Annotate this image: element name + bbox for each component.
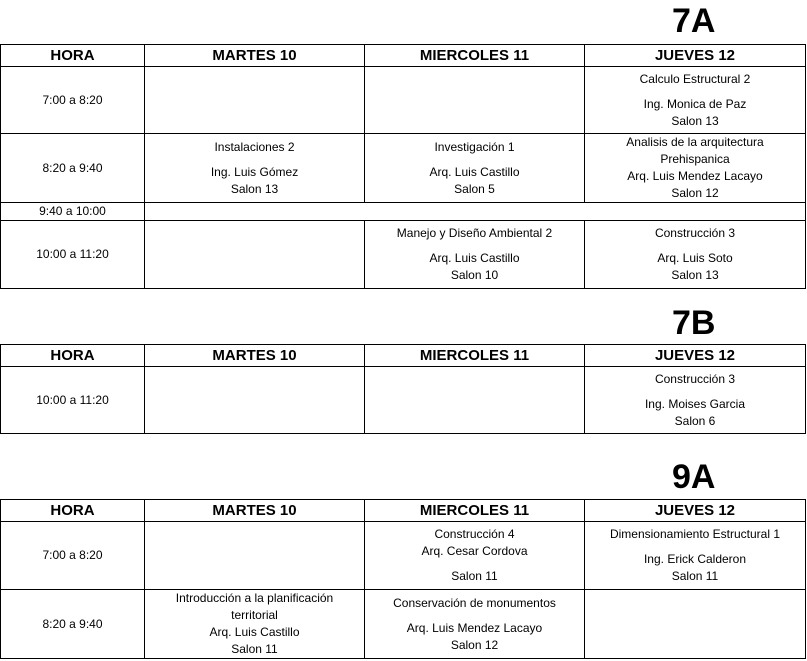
- class-line: Ing. Luis Gómez: [210, 164, 299, 179]
- class-cell-jueves: [585, 67, 806, 134]
- class-cell-miercoles: [365, 221, 585, 289]
- class-cell-miercoles: [365, 590, 585, 659]
- class-line: territorial: [231, 608, 278, 622]
- header-row: [1, 500, 806, 522]
- class-line: Salon 6: [674, 413, 716, 428]
- line-gap: [365, 560, 584, 568]
- column-header-martes: MARTES 10: [145, 500, 365, 522]
- class-line: Salon 13: [671, 113, 719, 128]
- line-gap: [585, 88, 805, 96]
- class-line: Prehispanica: [660, 152, 730, 166]
- class-cell-martes: [145, 134, 365, 203]
- time-slot: 9:40 a 10:00: [1, 203, 145, 221]
- class-line: Salon 10: [450, 268, 499, 282]
- schedule-table: [0, 44, 806, 289]
- class-line: Salon 11: [231, 642, 278, 656]
- class-line: Salon 12: [450, 637, 499, 652]
- class-line: Dimensionamiento Estructural 1: [609, 527, 781, 541]
- class-cell-martes: [145, 590, 365, 659]
- class-line: Arq. Luis Soto: [657, 251, 733, 265]
- class-line: Salon 11: [671, 569, 719, 583]
- class-line: Arq. Luis Castillo: [429, 251, 520, 265]
- class-line: Arq. Luis Castillo: [209, 625, 300, 639]
- class-cell-jueves: [585, 221, 806, 289]
- class-cell-martes: [145, 367, 365, 434]
- time-row: [1, 134, 806, 203]
- class-line: Ing. Monica de Paz: [643, 96, 747, 111]
- class-line: Arq. Cesar Cordova: [421, 544, 528, 558]
- group-title: 9A: [672, 458, 716, 496]
- class-cell-jueves: [585, 522, 806, 590]
- time-slot: 8:20 a 9:40: [1, 590, 145, 659]
- class-line: Instalaciones 2: [214, 139, 295, 154]
- break-cell: [145, 203, 806, 221]
- time-slot: 8:20 a 9:40: [1, 134, 145, 203]
- class-cell-martes: [145, 522, 365, 590]
- column-header-miercoles: MIERCOLES 11: [365, 345, 585, 367]
- class-cell-miercoles: [365, 134, 585, 203]
- header-row: [1, 345, 806, 367]
- class-line: Ing. Erick Calderon: [643, 552, 747, 566]
- class-line: Manejo y Diseño Ambiental 2: [396, 226, 553, 240]
- time-row: [1, 522, 806, 590]
- class-line: Salon 12: [671, 186, 719, 200]
- column-header-jueves: JUEVES 12: [585, 500, 806, 522]
- class-line: Salon 11: [451, 569, 498, 583]
- line-gap: [365, 242, 584, 250]
- class-line: Introducción a la planificación: [175, 591, 334, 605]
- class-line: Construcción 3: [654, 226, 736, 240]
- schedule-table: [0, 344, 806, 434]
- class-line: Construcción 3: [654, 371, 736, 386]
- line-gap: [145, 156, 364, 164]
- line-gap: [585, 242, 805, 250]
- time-row: [1, 221, 806, 289]
- class-line: Conservación de monumentos: [393, 595, 556, 610]
- class-line: Arq. Luis Mendez Lacayo: [627, 169, 763, 183]
- class-cell-martes: [145, 221, 365, 289]
- class-cell-jueves: [585, 590, 806, 659]
- group-title: 7B: [672, 304, 716, 342]
- class-line: Construcción 4: [434, 527, 515, 541]
- column-header-miercoles: MIERCOLES 11: [365, 500, 585, 522]
- class-line: Arq. Luis Mendez Lacayo: [406, 620, 543, 635]
- class-cell-miercoles: [365, 367, 585, 434]
- class-cell-martes: [145, 67, 365, 134]
- column-header-martes: MARTES 10: [145, 45, 365, 67]
- column-header-hora: HORA: [1, 345, 145, 367]
- line-gap: [585, 388, 805, 396]
- column-header-jueves: JUEVES 12: [585, 345, 806, 367]
- time-slot: 10:00 a 11:20: [1, 367, 145, 434]
- column-header-martes: MARTES 10: [145, 345, 365, 367]
- class-cell-miercoles: [365, 67, 585, 134]
- column-header-hora: HORA: [1, 500, 145, 522]
- column-header-hora: HORA: [1, 45, 145, 67]
- class-line: Salon 13: [671, 268, 719, 282]
- time-row: [1, 590, 806, 659]
- column-header-jueves: JUEVES 12: [585, 45, 806, 67]
- class-line: Ing. Moises Garcia: [644, 396, 746, 411]
- class-line: Investigación 1: [434, 139, 515, 154]
- class-line: Calculo Estructural 2: [639, 71, 751, 86]
- line-gap: [585, 543, 805, 551]
- line-gap: [365, 156, 584, 164]
- group-title: 7A: [672, 2, 716, 40]
- class-cell-miercoles: [365, 522, 585, 590]
- line-gap: [365, 612, 584, 620]
- class-line: Arq. Luis Castillo: [429, 164, 520, 179]
- class-line: Analisis de la arquitectura: [626, 135, 764, 149]
- time-slot: 10:00 a 11:20: [1, 221, 145, 289]
- schedule-table: [0, 499, 806, 659]
- class-line: Salon 5: [454, 181, 495, 196]
- time-row: [1, 67, 806, 134]
- class-cell-jueves: [585, 367, 806, 434]
- header-row: [1, 45, 806, 67]
- class-cell-jueves: [585, 134, 806, 203]
- class-line: Salon 13: [230, 181, 279, 196]
- time-slot: 7:00 a 8:20: [1, 67, 145, 134]
- column-header-miercoles: MIERCOLES 11: [365, 45, 585, 67]
- time-row: [1, 367, 806, 434]
- time-slot: 7:00 a 8:20: [1, 522, 145, 590]
- break-row: [1, 203, 806, 221]
